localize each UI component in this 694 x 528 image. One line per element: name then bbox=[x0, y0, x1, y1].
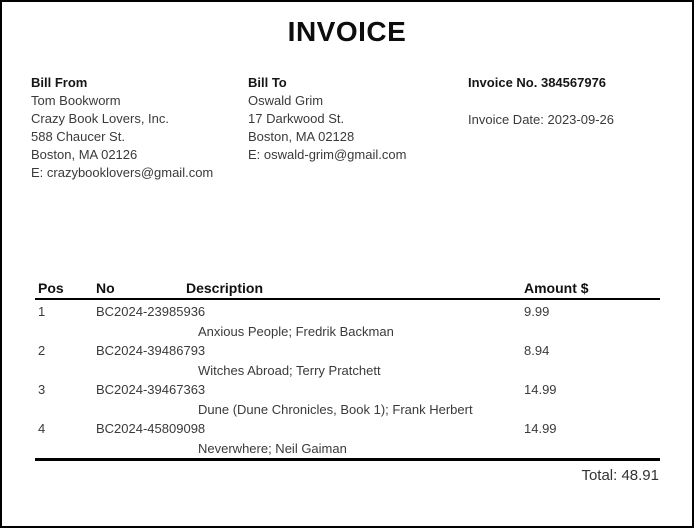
table-row bbox=[35, 419, 660, 439]
row-amount: 14.99 bbox=[524, 421, 557, 436]
line-items-table bbox=[35, 278, 660, 461]
row-description: Neverwhere; Neil Gaiman bbox=[198, 440, 347, 456]
header-description: Description bbox=[186, 280, 264, 296]
table-header-row bbox=[35, 278, 660, 300]
header-no: No bbox=[96, 280, 115, 296]
row-amount: 9.99 bbox=[524, 304, 550, 319]
invoice-meta-block bbox=[468, 74, 614, 129]
bill-from-street: 588 Chaucer St. bbox=[31, 129, 125, 144]
invoice-date: Invoice Date: 2023-09-26 bbox=[468, 112, 614, 127]
table-row-description bbox=[35, 400, 660, 420]
row-description: Anxious People; Fredrik Backman bbox=[198, 323, 394, 339]
row-no: BC2024-39486793 bbox=[96, 343, 206, 358]
row-pos: 3 bbox=[38, 382, 46, 397]
table-row bbox=[35, 302, 660, 322]
row-pos: 1 bbox=[38, 304, 46, 319]
bill-to-street: 17 Darkwood St. bbox=[248, 111, 345, 126]
invoice-number: Invoice No. 384567976 bbox=[468, 75, 607, 90]
invoice-total: Total: 48.91 bbox=[581, 467, 659, 484]
table-row-description bbox=[35, 439, 660, 459]
page-title: INVOICE bbox=[287, 16, 407, 47]
bill-from-label: Bill From bbox=[31, 75, 88, 90]
row-pos: 2 bbox=[38, 343, 46, 358]
header-amount: Amount $ bbox=[524, 280, 589, 296]
bill-to-name: Oswald Grim bbox=[248, 93, 324, 108]
table-row-description bbox=[35, 322, 660, 342]
row-no: BC2024-45809098 bbox=[96, 421, 206, 436]
table-body bbox=[35, 300, 660, 461]
bill-from-city: Boston, MA 02126 bbox=[31, 147, 138, 162]
bill-to-label: Bill To bbox=[248, 75, 287, 90]
bill-to-block bbox=[248, 74, 406, 164]
row-description: Dune (Dune Chronicles, Book 1); Frank Herbert bbox=[198, 401, 473, 417]
bill-from-block bbox=[31, 74, 213, 182]
bill-from-company: Crazy Book Lovers, Inc. bbox=[31, 111, 169, 126]
row-amount: 14.99 bbox=[524, 382, 557, 397]
row-no: BC2024-23985936 bbox=[96, 304, 206, 319]
bill-to-email: E: oswald-grim@gmail.com bbox=[248, 147, 407, 162]
row-pos: 4 bbox=[38, 421, 46, 436]
row-description: Witches Abroad; Terry Pratchett bbox=[198, 362, 381, 378]
row-amount: 8.94 bbox=[524, 343, 550, 358]
table-row bbox=[35, 341, 660, 361]
header-pos: Pos bbox=[38, 280, 64, 296]
table-row bbox=[35, 380, 660, 400]
bill-from-email: E: crazybooklovers@gmail.com bbox=[31, 165, 214, 180]
bill-from-name: Tom Bookworm bbox=[31, 93, 121, 108]
table-row-description bbox=[35, 361, 660, 381]
row-no: BC2024-39467363 bbox=[96, 382, 206, 397]
bill-to-city: Boston, MA 02128 bbox=[248, 129, 355, 144]
